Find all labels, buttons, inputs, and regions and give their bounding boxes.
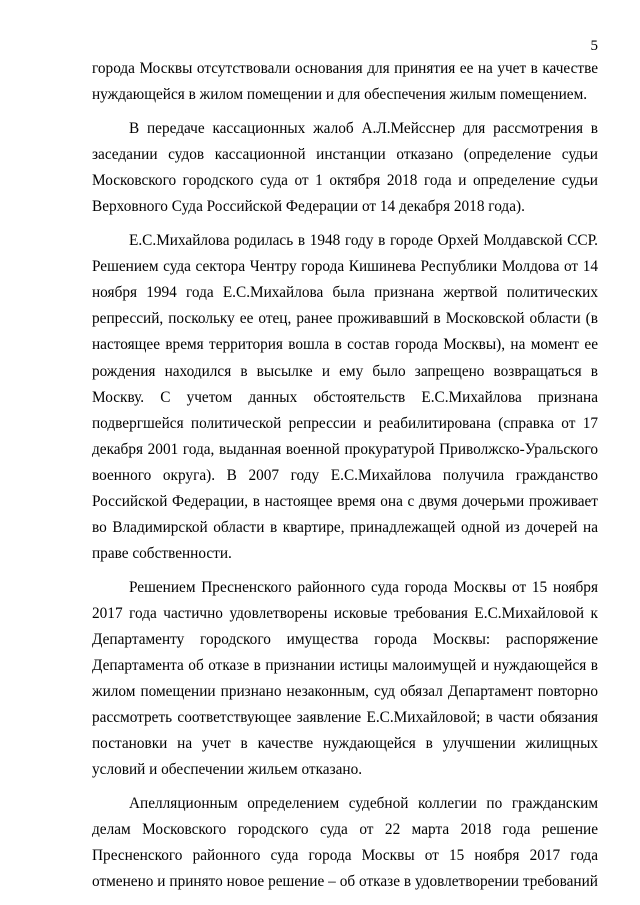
text-line: Московского городского суда от 1 октября 2018 года и определение судьи [92,172,598,190]
document-body [92,56,598,895]
text-line: 2017 года частично удовлетворены исковые требования Е.С.Михайловой к [92,604,598,622]
page-number: 5 [590,38,598,54]
text-line: В передаче кассационных жалоб А.Л.Мейсснер для рассмотрения в [129,120,598,138]
text-line: военного округа). В 2007 году Е.С.Михайлова получила гражданство [92,466,598,484]
paragraph-5 [92,791,598,895]
paragraph-4 [92,575,598,783]
text-line: Решением суда сектора Чентру города Кишинева Республики Молдова от 14 [92,258,598,276]
text-line: Апелляционным определением судебной коллегии по гражданским [129,795,598,813]
text-line: репрессий, поскольку ее отец, ранее проживавший в Московской области (в [92,310,598,328]
text-line: Москву. С учетом данных обстоятельств Е.С.Михайлова признана [92,388,598,406]
text-line: праве собственности. [92,544,232,562]
text-line: рассмотреть соответствующее заявление Е.С.Михайловой; в части обязания [92,709,598,727]
text-line: Верховного Суда Российской Федерации от 14 декабря 2018 года). [92,198,525,216]
text-line: Департамента об отказе в признании истицы малоимущей и нуждающейся в [92,657,598,675]
text-line: Е.С.Михайлова родилась в 1948 году в городе Орхей Молдавской ССР. [129,232,598,250]
text-line: подвергшейся политической репрессии и реабилитирована (справка от 17 [92,414,598,432]
text-line: города Москвы отсутствовали основания для принятия ее на учет в качестве [92,60,598,77]
text-line: условий и обеспечении жильем отказано. [92,761,363,779]
text-line: постановки на учет в качестве нуждающейся в улучшении жилищных [92,735,598,753]
text-line: рождения находился в высылке и ему было запрещено возвращаться в [92,362,598,380]
text-line: нуждающейся в жилом помещении и для обеспечения жилым помещением. [92,86,588,104]
paragraph-3 [92,228,598,567]
text-line: во Владимирской области в квартире, принадлежащей одной из дочерей на [92,518,598,536]
paragraph-2 [92,116,598,220]
text-line: настоящее время территория вошла в состав города Москвы), на момент ее [92,336,598,354]
paragraph-1 [92,56,598,108]
text-line: делам Московского городского суда от 22 марта 2018 года решение [92,821,598,839]
text-line: декабря 2001 года, выданная военной прокуратурой Приволжско-Уральского [92,440,598,458]
text-line: ноября 1994 года Е.С.Михайлова была признана жертвой политических [92,284,598,302]
text-line: Пресненского районного суда города Москвы от 15 ноября 2017 года [92,847,598,865]
text-line: Департаменту городского имущества города Москвы: распоряжение [92,630,598,648]
text-line: Решением Пресненского районного суда города Москвы от 15 ноября [129,578,598,596]
text-line: жилом помещении признано незаконным, суд обязал Департамент повторно [92,683,598,701]
text-line: Российской Федерации, в настоящее время она с двумя дочерьми проживает [92,492,598,510]
text-line: отменено и принято новое решение – об отказе в удовлетворении требований [92,873,598,891]
text-line: заседании судов кассационной инстанции отказано (определение судьи [92,146,598,164]
